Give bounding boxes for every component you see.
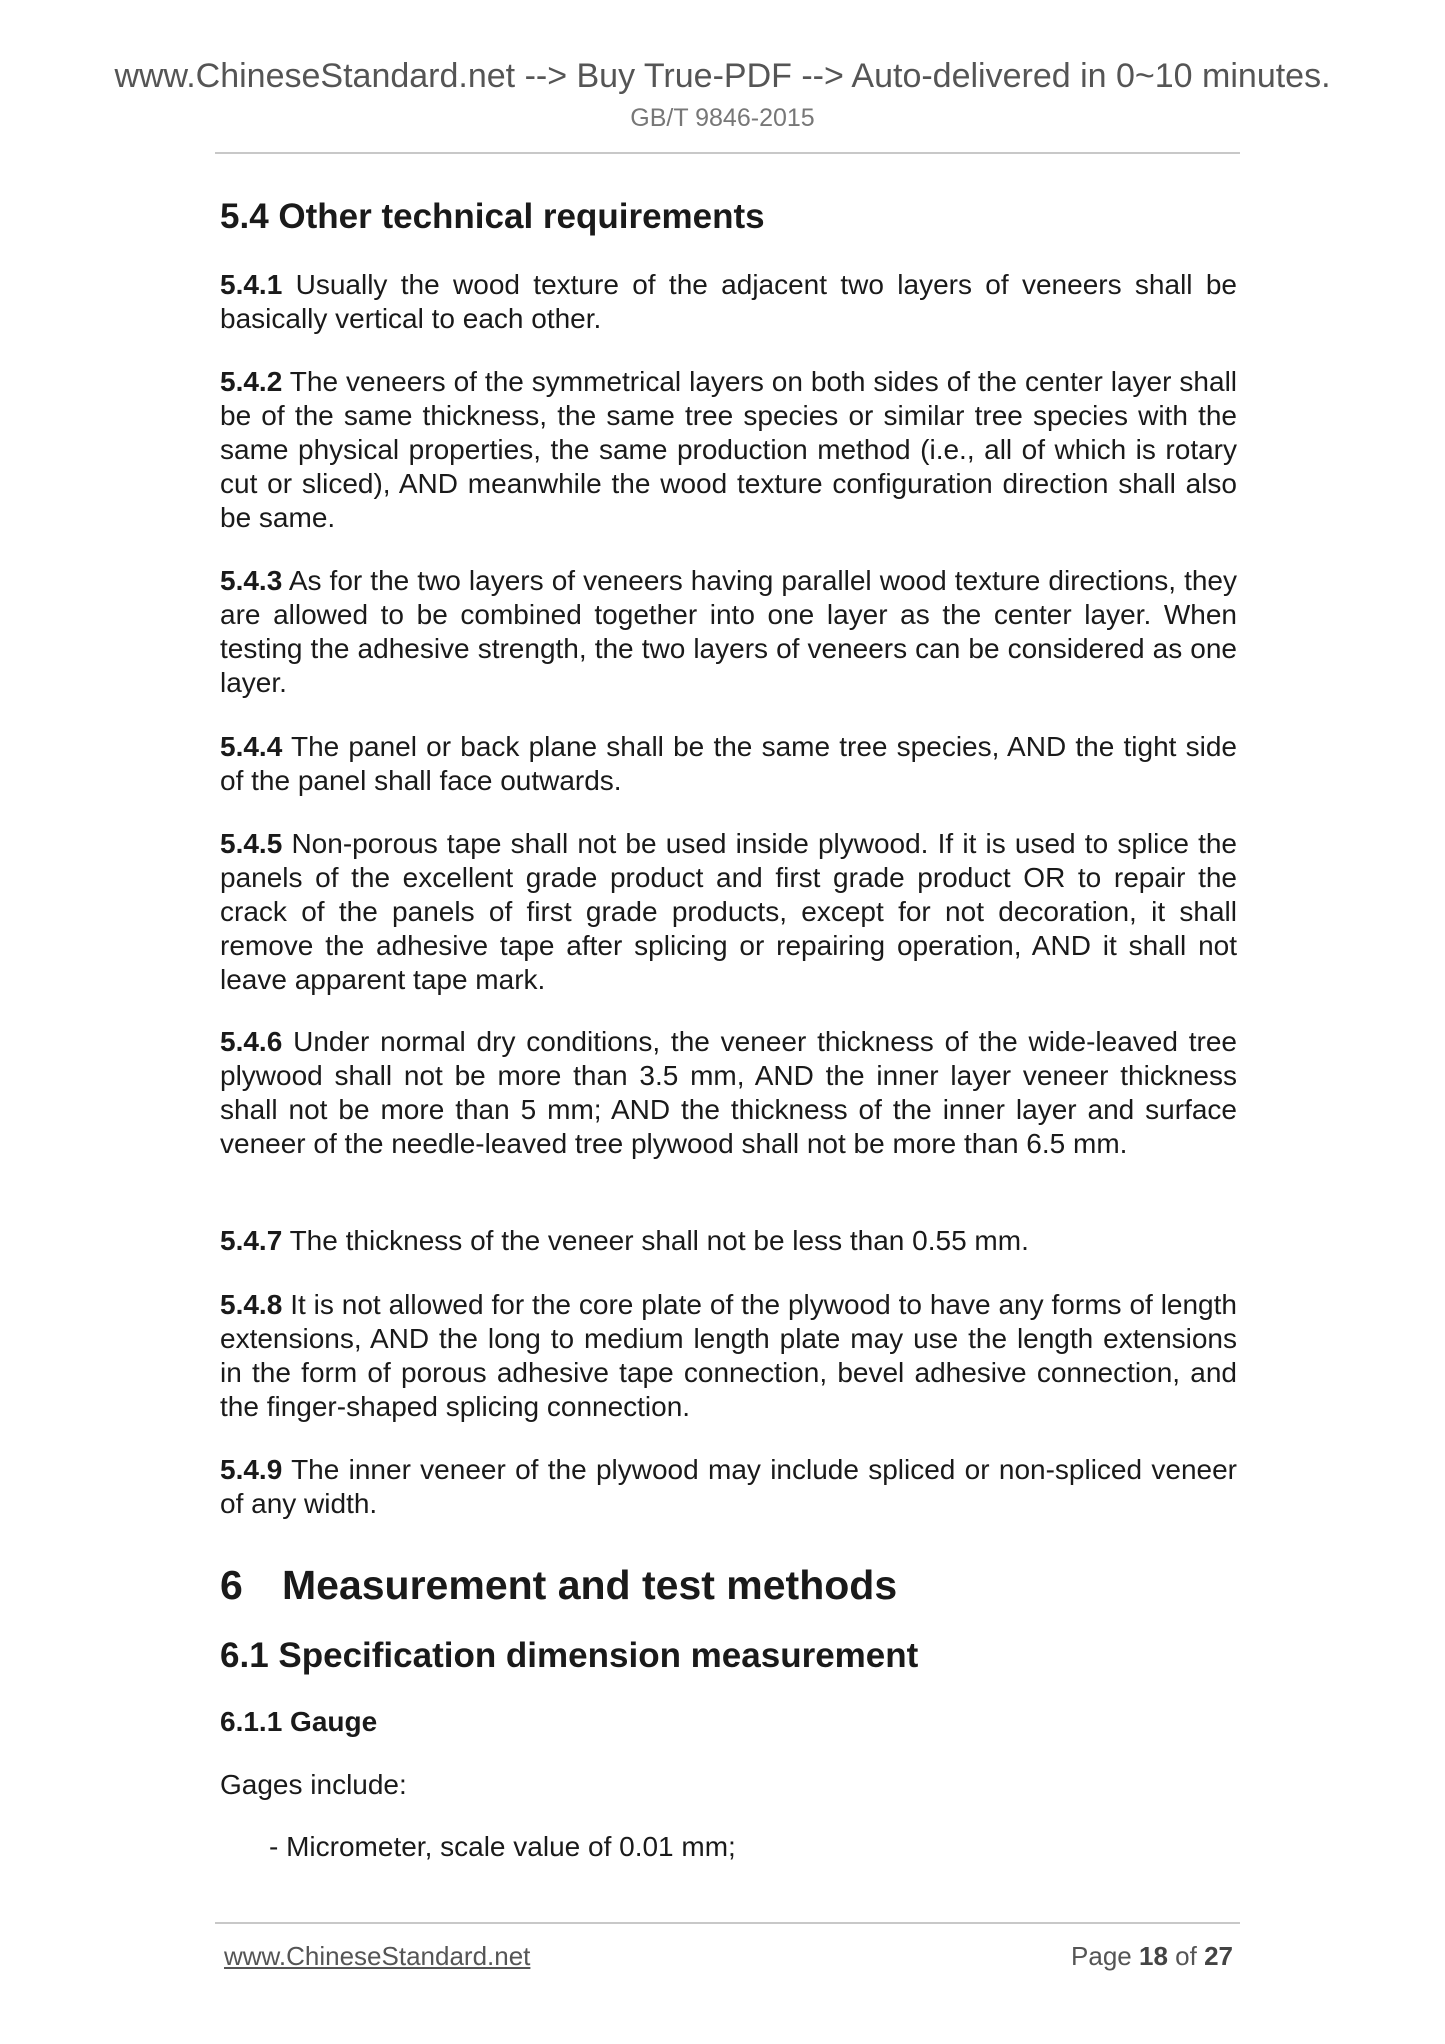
header-banner: www.ChineseStandard.net --> Buy True-PDF --> Auto-delivered in 0~10 minutes. [114,57,1331,95]
footer-divider [215,1922,1240,1924]
paragraph-5-4-8 [220,1288,1237,1424]
paragraph-5-4-4 [220,730,1237,798]
page-number [1071,1940,1233,1972]
clause-number: 5.4.2 [220,366,283,397]
clause-text: Non-porous tape shall not be used inside plywood. If it is used to splice the panels of the excellent grade product and first grade product OR to repair the crack of the panels of first grade products, except for not decoration, it shall remove the adhesive tape after splicing or repairing operation, AND it shall not leave apparent tape mark. [220,828,1237,995]
clause-text: Under normal dry conditions, the veneer thickness of the wide-leaved tree plywood shall not be more than 3.5 mm, AND the inner layer veneer thickness shall not be more than 5 mm; AND the thickness of the inner layer and surface veneer of the needle-leaved tree plywood shall not be more than 6.5 mm. [220,1026,1237,1159]
clause-text: Usually the wood texture of the adjacent two layers of veneers shall be basically vertical to each other. [220,269,1238,334]
gauges-intro: Gages include: [220,1769,407,1800]
page-label: Page [1071,1941,1132,1971]
section-heading-6-1: 6.1 Specification dimension measurement [220,1636,919,1675]
list-item: - Micrometer, scale value of 0.01 mm; [269,1831,736,1862]
paragraph-5-4-6 [220,1025,1237,1161]
clause-number: 5.4.1 [220,269,283,300]
paragraph-5-4-5 [220,827,1237,997]
section-heading-6 [220,1561,897,1609]
header-divider [215,152,1240,154]
clause-text: As for the two layers of veneers having parallel wood texture directions, they are allowed to be combined together into one layer as the center layer. When testing the adhesive strength, the two layers of veneers can be considered as one layer. [220,565,1238,698]
paragraph-5-4-3 [220,564,1237,700]
clause-text: The panel or back plane shall be the same tree species, AND the tight side of the panel shall face outwards. [220,731,1237,796]
clause-text: The thickness of the veneer shall not be less than 0.55 mm. [289,1225,1029,1256]
section-heading-5-4: 5.4 Other technical requirements [220,197,765,236]
clause-number: 5.4.7 [220,1225,283,1256]
standard-code: GB/T 9846-2015 [630,104,815,132]
clause-number: 5.4.9 [220,1454,283,1485]
clause-number: 5.4.3 [220,565,283,596]
page-current: 18 [1139,1941,1168,1971]
clause-number: 5.4.4 [220,731,283,762]
clause-text: It is not allowed for the core plate of the plywood to have any forms of length extensions, AND the long to medium length plate may use the length extensions in the form of porous adhesive tape connection, bevel adhesive connection, and the finger-shaped splicing connection. [220,1289,1237,1422]
section-title: Measurement and test methods [282,1562,898,1608]
paragraph-5-4-2 [220,365,1237,535]
page-total: 27 [1204,1941,1233,1971]
clause-text: The inner veneer of the plywood may include spliced or non-spliced veneer of any width. [220,1454,1237,1519]
footer-site-link[interactable]: www.ChineseStandard.net [224,1941,531,1971]
section-heading-6-1-1: 6.1.1 Gauge [220,1706,378,1737]
clause-number: 5.4.8 [220,1289,283,1320]
clause-text: The veneers of the symmetrical layers on both sides of the center layer shall be of the same thickness, the same tree species or similar tree species with the same physical properties, the same production method (i.e., all of which is rotary cut or sliced), AND meanwhile the wood texture configuration direction shall also be same. [220,366,1238,533]
section-number: 6 [220,1562,243,1608]
paragraph-5-4-1 [220,268,1237,336]
paragraph-5-4-7 [220,1224,1237,1258]
page-of: of [1175,1941,1197,1971]
clause-number: 5.4.6 [220,1026,283,1057]
paragraph-5-4-9 [220,1453,1237,1521]
clause-number: 5.4.5 [220,828,283,859]
